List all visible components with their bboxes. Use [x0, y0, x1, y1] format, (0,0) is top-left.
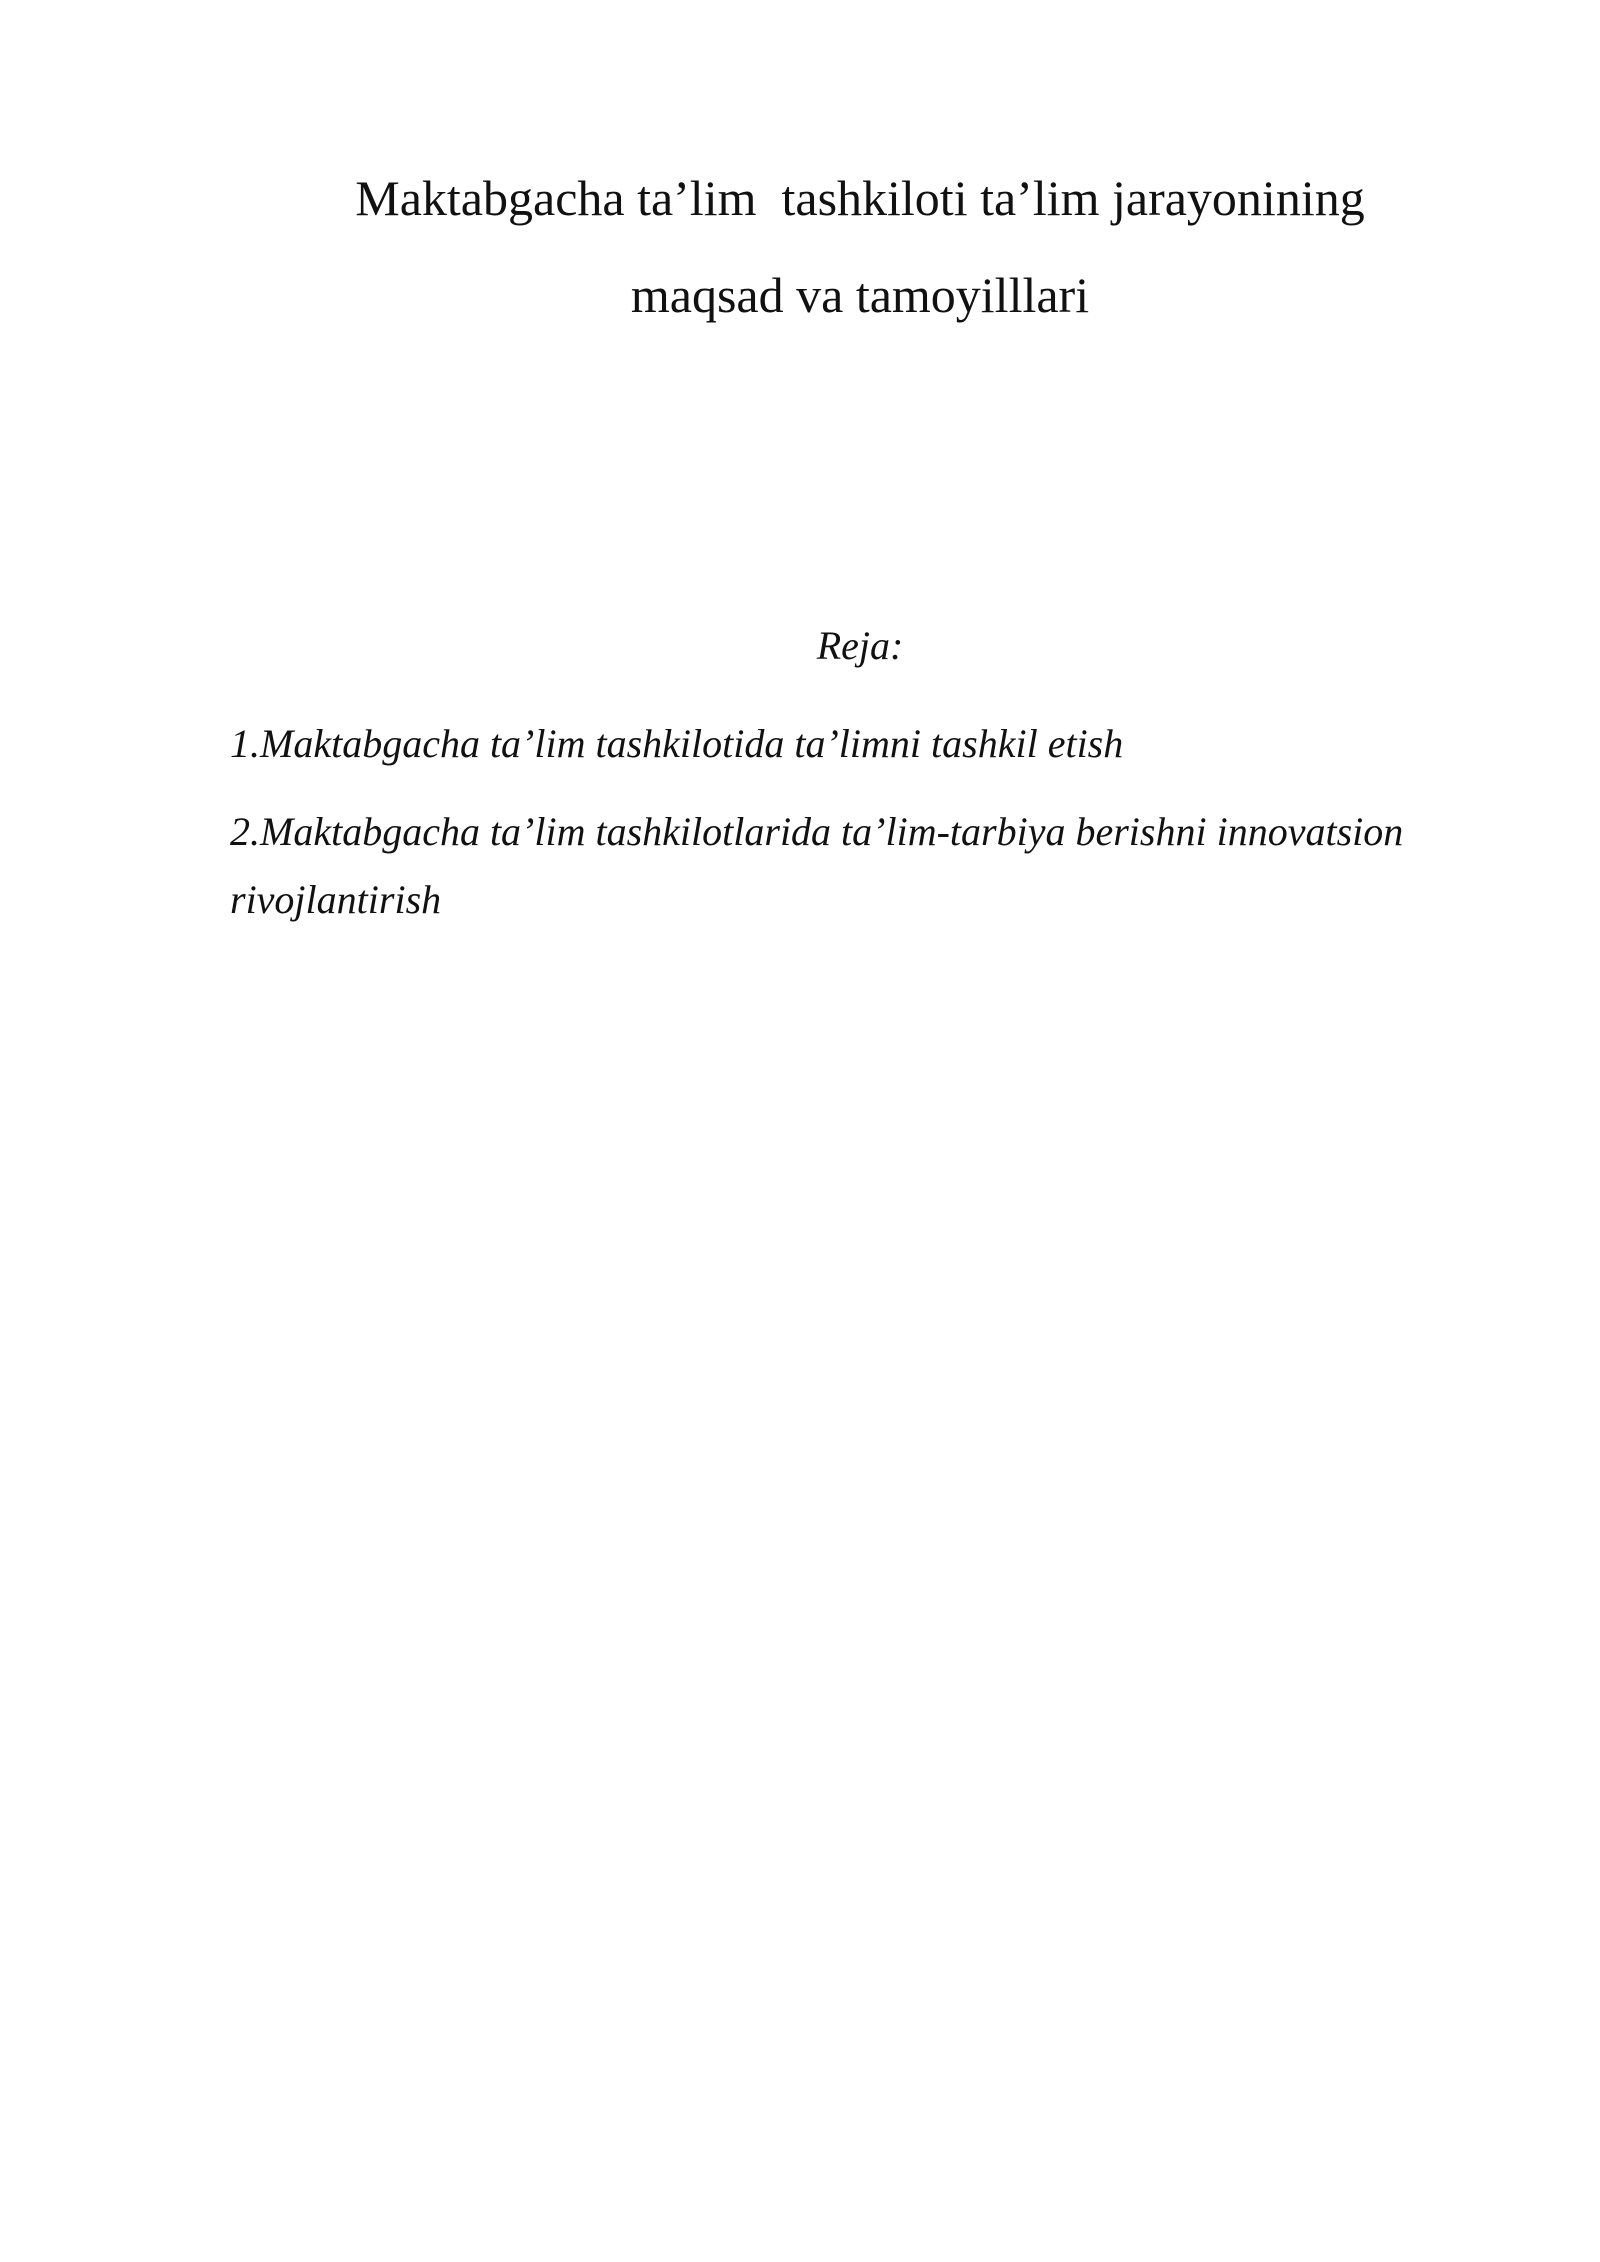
plan-item-1: 1.Maktabgacha ta’lim tashkilotida ta’limni tashkil etish	[230, 721, 1124, 766]
title-line-1: Maktabgacha ta’lim tashkiloti ta’lim jarayonining	[355, 170, 1365, 226]
plan-item-2: 2.Maktabgacha ta’lim tashkilotlarida ta’lim-tarbiya berishni innovatsion rivojlantirish	[230, 809, 1404, 922]
title-line-2: maqsad va tamoyilllari	[630, 267, 1090, 323]
document-title	[230, 150, 1490, 344]
plan-heading: Reja:	[816, 623, 904, 668]
plan-list	[230, 710, 1520, 954]
